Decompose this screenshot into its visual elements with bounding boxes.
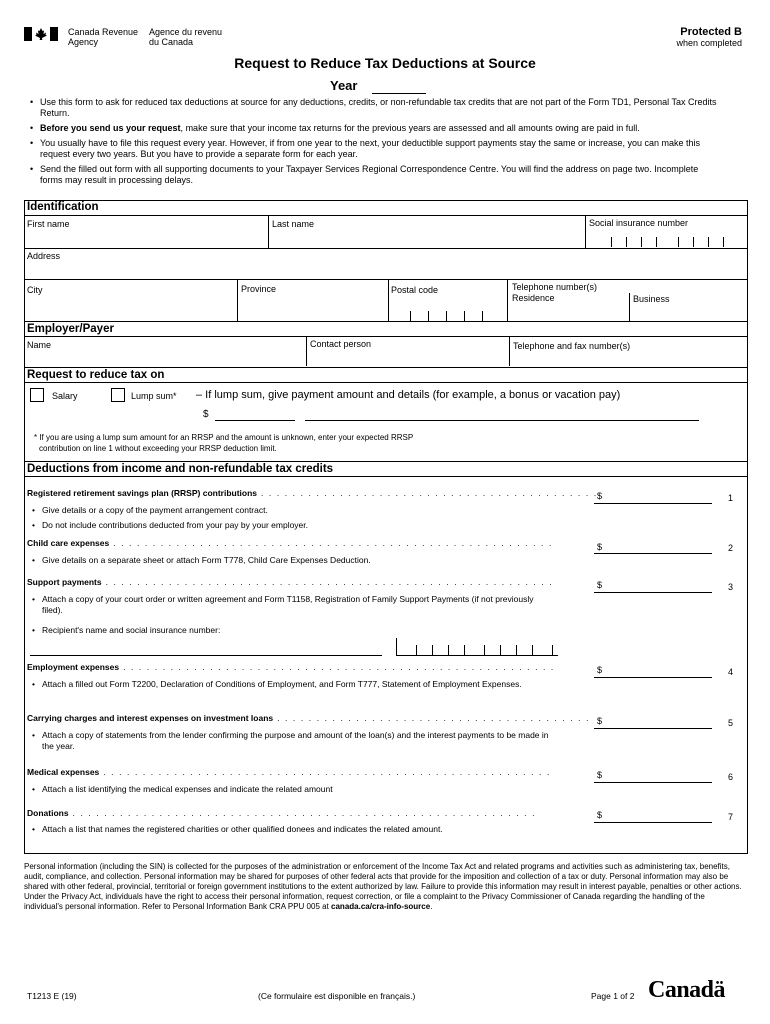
line-number: 4 <box>728 667 734 677</box>
recipient-name-field[interactable] <box>30 655 382 656</box>
protected-b-label <box>676 26 742 48</box>
last-name-label: Last name <box>272 219 315 229</box>
medical-amount-field[interactable] <box>594 782 712 783</box>
lump-sum-footnote <box>34 432 413 454</box>
divider <box>24 248 748 249</box>
medical-expenses-title <box>27 767 551 777</box>
intro-bold-text: Before you send us your request <box>40 123 181 133</box>
dollar-sign: $ <box>597 665 603 675</box>
employment-bullet <box>32 679 552 690</box>
privacy-statement <box>24 862 744 912</box>
first-name-field[interactable] <box>25 229 267 247</box>
bullet-text: • Attach a filled out Form T2200, Declaration of Conditions of Employment, and Form T777, Statement of Employment Expenses. <box>42 679 522 689</box>
lump-sum-details-field[interactable] <box>305 420 699 421</box>
line-number: 1 <box>728 493 734 503</box>
leader-dots: . . . . . . . . . . . . . . . . . . . . . . . . . . . . . . . . . . . . . . . . . . . . . . . . . . . . . . . <box>119 662 555 672</box>
contact-person-field[interactable] <box>309 351 507 365</box>
telephone-label <box>512 282 597 304</box>
agency-name-fr <box>149 27 222 47</box>
donations-bullet <box>32 824 552 835</box>
divider <box>507 279 508 321</box>
first-name-label: First name <box>27 219 70 229</box>
employer-name-field[interactable] <box>25 351 305 365</box>
identification-heading: Identification <box>24 200 748 216</box>
child-care-bullet <box>32 555 552 566</box>
intro-bullet: • Use this form to ask for reduced tax deductions at source for any deductions, credits, or non-refundable tax credits that are not part of the Form TD1, Personal Tax Credits Return. <box>30 97 720 119</box>
medical-title-text: Medical expenses <box>27 767 100 777</box>
support-bullet <box>32 594 552 616</box>
residence-phone-field[interactable] <box>510 306 627 320</box>
carrying-charges-title <box>27 713 590 723</box>
line-number: 7 <box>728 812 734 822</box>
employer-name-label: Name <box>27 340 52 350</box>
employment-amount-field[interactable] <box>594 677 712 678</box>
agency-fr-line1: Agence du revenu <box>149 27 223 37</box>
rrsp-title-text: Registered retirement savings plan (RRSP) contributions <box>27 488 258 498</box>
intro-text: make sure that your income tax returns for the previous years are assessed and all amounts owing are paid in full. <box>185 123 640 133</box>
divider <box>509 337 510 366</box>
dollar-sign: $ <box>597 770 603 780</box>
protected-sub: when completed <box>676 38 742 48</box>
employer-heading: Employer/Payer <box>24 321 748 337</box>
year-label: Year <box>330 78 358 93</box>
business-label: Business <box>633 294 670 304</box>
child-care-title <box>27 538 553 548</box>
province-label: Province <box>241 284 277 294</box>
line-number: 6 <box>728 772 734 782</box>
donations-title <box>27 808 536 818</box>
canada-wordmark: Canadä <box>648 977 726 1003</box>
footnote-line1: * If you are using a lump sum amount for an RRSP and the amount is unknown, enter your expected RRSP <box>34 433 414 442</box>
phone-fax-label: Telephone and fax number(s) <box>513 341 631 351</box>
sin-label: Social insurance number <box>589 218 689 228</box>
agency-name-en <box>68 27 138 47</box>
leader-dots: . . . . . . . . . . . . . . . . . . . . . . . . . . . . . . . . . . . . . . . . . . . . . . . . . . . . . . . . . <box>99 767 551 777</box>
support-bullet <box>32 625 552 636</box>
support-title-text: Support payments <box>27 577 102 587</box>
city-field[interactable] <box>25 296 235 318</box>
lump-sum-description: – If lump sum, give payment amount and details (for example, a bonus or vacation pay) <box>196 389 621 401</box>
rrsp-bullet <box>32 505 552 516</box>
bullet-text: • Give details or a copy of the payment arrangement contract. <box>42 505 268 515</box>
bullet-text: • Recipient's name and social insurance number: <box>42 625 221 635</box>
dollar-sign: $ <box>597 810 603 820</box>
government-flag-logo <box>24 27 58 41</box>
sin-input[interactable] <box>586 234 746 248</box>
line-number: 5 <box>728 718 734 728</box>
telephone-text: Telephone number(s) <box>512 282 598 292</box>
footnote-line2: contribution on line 1 without exceeding your RRSP deduction limit. <box>39 444 277 453</box>
support-amount-field[interactable] <box>594 592 712 593</box>
support-payments-title <box>27 577 553 587</box>
residence-text: Residence <box>512 293 555 303</box>
rrsp-bullet <box>32 520 552 531</box>
child-care-title-text: Child care expenses <box>27 538 110 548</box>
bullet-text: • Do not include contributions deducted from your pay by your employer. <box>42 520 309 530</box>
dollar-sign: $ <box>597 491 603 501</box>
province-field[interactable] <box>240 296 386 318</box>
bullet-text: • Give details on a separate sheet or attach Form T778, Child Care Expenses Deduction. <box>42 555 371 565</box>
rrsp-title <box>27 488 598 498</box>
form-identifier: T1213 E (19) <box>27 991 77 1001</box>
employment-expenses-title <box>27 662 555 672</box>
donations-title-text: Donations <box>27 808 69 818</box>
leader-dots: . . . . . . . . . . . . . . . . . . . . . . . . . . . . . . . . . . . . . . . . . . . . . . . . . . . . . . . . . <box>101 577 554 587</box>
intro-bullet: • Send the filled out form with all supporting documents to your Taxpayer Services Regional Correspondence Centre. You will find the address on page two. Incomplete forms may result in processing delays. <box>30 164 720 186</box>
bullet-text: • Attach a list that names the registered charities or other qualified donees and indicates the related amount. <box>42 824 443 834</box>
divider <box>629 293 630 321</box>
privacy-link[interactable]: canada.ca/cra-info-source <box>331 902 431 911</box>
salary-checkbox[interactable] <box>30 388 44 402</box>
medical-bullet <box>32 784 552 795</box>
bullet-text: • Attach a copy of statements from the lender confirming the purpose and amount of the loan(s) and the interest payments to be made in the year. <box>42 730 549 751</box>
line-number: 2 <box>728 543 734 553</box>
business-phone-field[interactable] <box>632 306 746 320</box>
leader-dots: . . . . . . . . . . . . . . . . . . . . . . . . . . . . . . . . . . . . . . . . . . . . . . . . . . . . . . . . . . . <box>68 808 537 818</box>
carrying-title-text: Carrying charges and interest expenses on investment loans <box>27 713 274 723</box>
lump-sum-label: Lump sum* <box>131 391 177 401</box>
privacy-text: Personal information (including the SIN) is collected for the purposes of the administration or enforcement of the Income Tax Act and related programs and activities such as administering tax, benefits, audit, compliance, and collection. Personal information may be shared for purposes of other federal acts that provide for the imposition and collection of a tax or duty. Personal information may also be shared with other federal, provincial, territorial or foreign government institutions to the extent authorized by law. Failure to provide this information may result in interest payable, penalties or other actions. Under the Privacy Act, individuals have the right to access their personal information, request correction, or file a complaint to the Privacy Commissioner of Canada regarding the handling of the individual's personal information. Refer to Personal Information Bank CRA PPU 005 at <box>24 862 742 911</box>
page-title: Request to Reduce Tax Deductions at Source <box>234 55 536 71</box>
bullet-text: • Attach a list identifying the medical expenses and indicate the related amount <box>42 784 333 794</box>
lump-sum-checkbox[interactable] <box>111 388 125 402</box>
salary-label: Salary <box>52 391 78 401</box>
address-field[interactable] <box>25 262 747 278</box>
deductions-heading: Deductions from income and non-refundable tax credits <box>24 461 748 477</box>
carrying-bullet <box>32 730 552 752</box>
donations-amount-field[interactable] <box>594 822 712 823</box>
lump-sum-amount-field[interactable] <box>215 420 295 421</box>
postal-code-input[interactable] <box>392 309 504 321</box>
intro-bullet: • You usually have to file this request every year. However, if from one year to the next, your deductible support payments stay the same or increase, you can make this request every two years. But you have to provide a separate form for each year. <box>30 138 720 160</box>
year-input-line[interactable] <box>372 93 426 94</box>
contact-person-label: Contact person <box>310 339 372 349</box>
french-availability-note: (Ce formulaire est disponible en français.) <box>258 991 416 1001</box>
divider <box>306 337 307 366</box>
intro-bullets <box>30 97 720 190</box>
line-number: 3 <box>728 582 734 592</box>
divider <box>237 279 238 321</box>
recipient-sin-input[interactable] <box>396 638 558 656</box>
city-label: City <box>27 285 43 295</box>
request-heading: Request to reduce tax on <box>24 367 748 383</box>
dollar-sign: $ <box>597 542 603 552</box>
postal-code-label: Postal code <box>391 285 439 295</box>
address-label: Address <box>27 251 61 261</box>
lump-sum-dollar: $ <box>203 409 209 420</box>
agency-en-line1: Canada Revenue <box>68 27 139 37</box>
page-number: Page 1 of 2 <box>591 991 635 1001</box>
agency-en-line2: Agency <box>68 37 99 47</box>
agency-fr-line2: du Canada <box>149 37 194 47</box>
last-name-field[interactable] <box>270 229 584 247</box>
child-care-amount-field[interactable] <box>594 553 712 554</box>
leader-dots: . . . . . . . . . . . . . . . . . . . . . . . . . . . . . . . . . . . . . . . . . . . . . . . . . . . . . . . . <box>109 538 553 548</box>
bullet-text: • Attach a copy of your court order or written agreement and Form T1158, Registration of Family Support Payments (if not previously filed). <box>42 594 534 615</box>
divider <box>24 279 748 280</box>
employment-title-text: Employment expenses <box>27 662 120 672</box>
phone-fax-field[interactable] <box>512 353 746 365</box>
leader-dots: . . . . . . . . . . . . . . . . . . . . . . . . . . . . . . . . . . . . . . . . <box>273 713 591 723</box>
dollar-sign: $ <box>597 716 603 726</box>
leader-dots: . . . . . . . . . . . . . . . . . . . . . . . . . . . . . . . . . . . . . . . . . . . <box>257 488 598 498</box>
protected-b: Protected B <box>680 26 742 38</box>
intro-bullet: • Before you send us your request, make sure that your income tax returns for the previous years are assessed and all amounts owing are paid in full. <box>30 123 720 134</box>
divider <box>268 216 269 248</box>
divider <box>388 279 389 321</box>
dollar-sign: $ <box>597 580 603 590</box>
rrsp-amount-field[interactable] <box>594 503 712 504</box>
carrying-amount-field[interactable] <box>594 728 712 729</box>
privacy-end: . <box>430 902 433 911</box>
